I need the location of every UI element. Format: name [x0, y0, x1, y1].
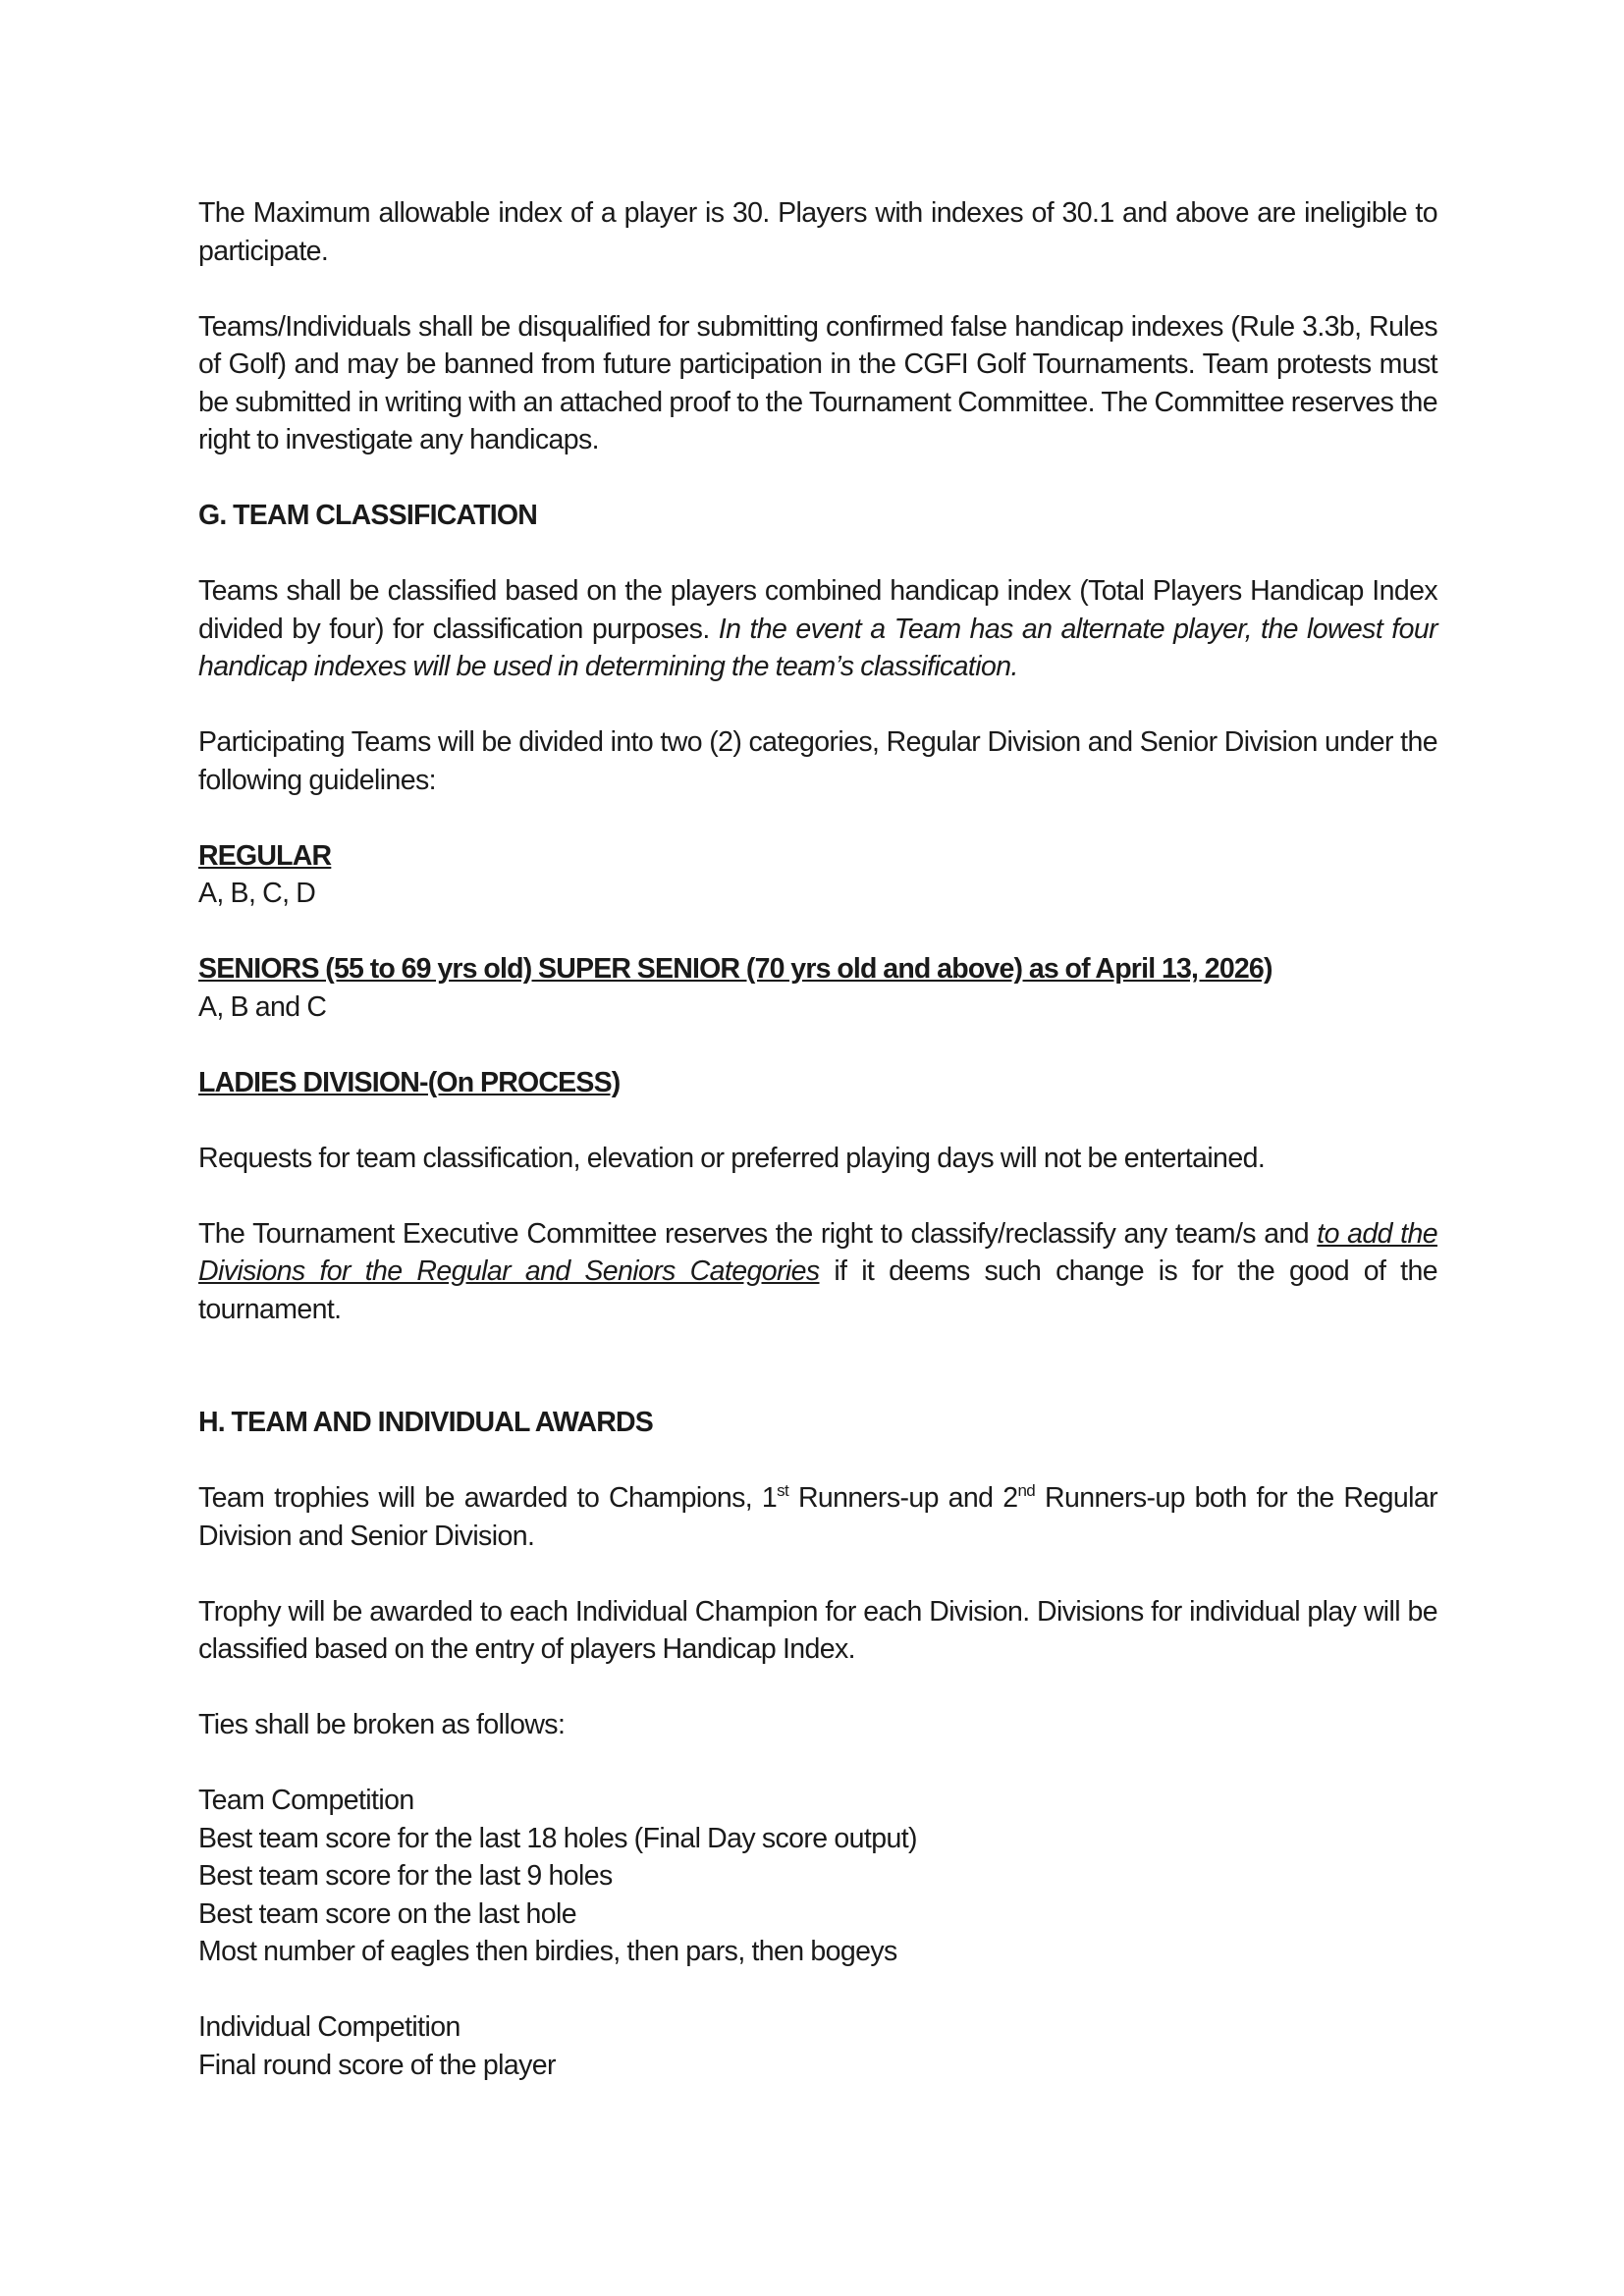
individual-competition-block	[198, 2008, 1437, 2084]
ties-intro: Ties shall be broken as follows:	[198, 1709, 566, 1740]
team-trophies-text-1: Team trophies will be awarded to Champions, 1	[198, 1482, 778, 1514]
team-competition-block	[198, 1782, 1437, 1971]
classification-alternate-note: In the event a Team has an alternate player, the lowest four handicap indexes will be used in determining the team’s classification.	[198, 613, 1437, 682]
team-trophies-paragraph	[198, 1479, 1437, 1555]
classification-text: Teams shall be classified based on the players combined handicap index (Total Players Handicap Index divided by four) for classification purposes.	[198, 575, 1437, 645]
individual-trophy-paragraph: Trophy will be awarded to each Individual Champion for each Division. Divisions for individual play will be classified based on the entry of players Handicap Index.	[198, 1595, 1437, 1665]
seniors-divisions: A, B and C	[198, 990, 327, 1023]
requests-paragraph: Requests for team classification, elevation or preferred playing days will not be entertained.	[198, 1142, 1266, 1174]
classification-paragraph	[198, 572, 1437, 686]
reserve-ending: if it deems such change is for the good of the tournament.	[198, 1255, 1437, 1325]
list-item: Best team score for the last 18 holes (Final Day score output)	[198, 1822, 917, 1854]
document-page	[198, 194, 1437, 2084]
section-h-heading: H. TEAM AND INDIVIDUAL AWARDS	[198, 1407, 654, 1438]
reserve-paragraph	[198, 1215, 1437, 1329]
regular-block	[198, 837, 1437, 913]
list-item: Most number of eagles then birdies, then pars, then bogeys	[198, 1936, 897, 1967]
team-trophies-text-2: Runners-up and 2	[788, 1482, 1018, 1514]
seniors-heading: SENIORS (55 to 69 yrs old) SUPER SENIOR (70 yrs old and above) as of April 13, 2026)	[198, 953, 1272, 985]
ordinal-st: st	[777, 1481, 789, 1500]
reserve-emphasis: to add the Divisions for the Regular and Seniors Categories	[198, 1217, 1437, 1287]
regular-heading: REGULAR	[198, 839, 332, 872]
list-item: Best team score on the last hole	[198, 1897, 576, 1930]
max-index-paragraph: The Maximum allowable index of a player is 30. Players with indexes of 30.1 and above are ineligible to participate.	[198, 197, 1437, 267]
disqualification-paragraph: Teams/Individuals shall be disqualified for submitting confirmed false handicap indexes (Rule 3.3b, Rules of Golf) and may be banned from future participation in the CGFI Golf Tournaments. Team protests must be submitted in writing with an attached proof to the Tournament Committee. The Committee reserves the right to investigate any handicaps.	[198, 310, 1437, 455]
seniors-block	[198, 950, 1437, 1026]
reserve-text: The Tournament Executive Committee reserves the right to classify/reclassify any team/s and	[198, 1217, 1318, 1250]
team-trophies-text-3: Runners-up both for the Regular Division and Senior Division.	[198, 1482, 1437, 1552]
ladies-heading: LADIES DIVISION-(On PROCESS)	[198, 1066, 621, 1098]
ordinal-nd: nd	[1017, 1481, 1036, 1500]
section-g-heading: G. TEAM CLASSIFICATION	[198, 500, 538, 531]
team-competition-title: Team Competition	[198, 1785, 414, 1816]
individual-competition-title: Individual Competition	[198, 2011, 460, 2043]
ladies-block	[198, 1064, 1437, 1102]
categories-paragraph: Participating Teams will be divided into two (2) categories, Regular Division and Senior Division under the following guidelines:	[198, 726, 1437, 796]
list-item: Best team score for the last 9 holes	[198, 1860, 613, 1892]
list-item: Final round score of the player	[198, 2049, 556, 2081]
regular-divisions: A, B, C, D	[198, 878, 316, 909]
